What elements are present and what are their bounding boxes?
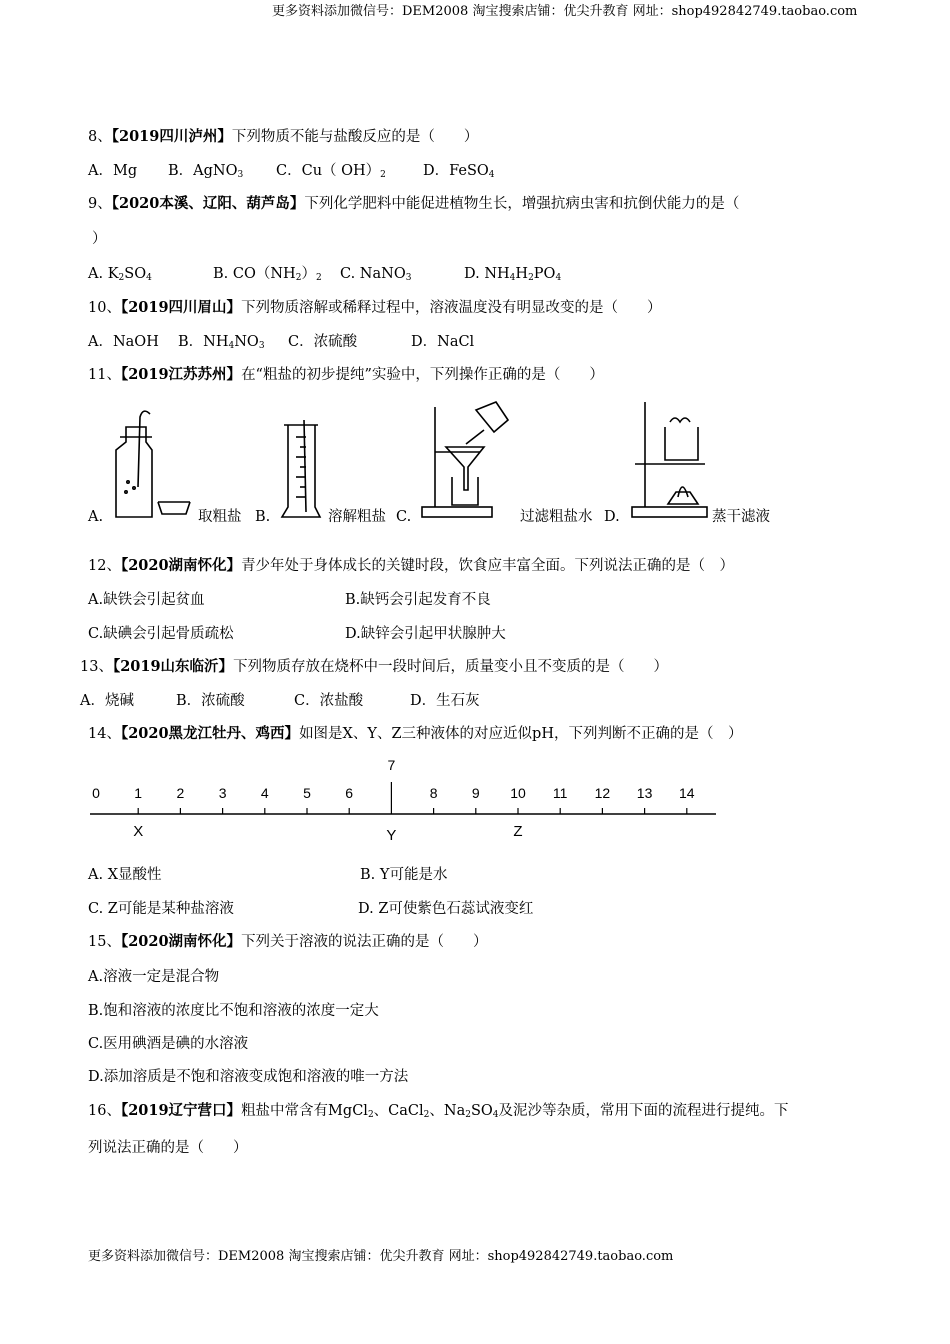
- question-14-option-c: C. Z可能是某种盐溶液: [88, 901, 234, 917]
- page-header: 更多资料添加微信号：DEM2008 淘宝搜索店铺：优尖升教育 网址：shop492842749.taobao.com: [272, 4, 858, 19]
- question-16-cont: 列说法正确的是（ ）: [88, 1140, 248, 1156]
- question-13-options: A．烧碱 B．浓硫酸 C．浓盐酸 D．生石灰: [80, 693, 480, 709]
- ph-tick-label: 12: [594, 785, 611, 801]
- question-9: 9、【2020本溪、辽阳、葫芦岛】下列化学肥料中能促进植物生长，增强抗病虫害和抗倒伏能力的是（: [88, 195, 740, 212]
- ph-marker-z: Z: [513, 823, 523, 840]
- question-15-option-c: C.医用碘酒是碘的水溶液: [88, 1036, 249, 1052]
- graduated-cylinder-figure: [282, 420, 320, 517]
- question-8-options: A．Mg B．AgNO$_3$ C．Cu（ $OH)_2$ D．FeSO$_4$: [88, 163, 495, 180]
- question-14-option-d: D. Z可使紫色石蕊试液变红: [358, 901, 534, 917]
- question-15-option-d: D.添加溶质是不饱和溶液变成饱和溶液的唯一方法: [88, 1069, 409, 1085]
- ph-tick-label: 5: [303, 785, 311, 801]
- question-16: 16、【2019辽宁营口】粗盐中常含有MgCl$_2$、CaCl$_2$、$Na_2SO_4$及泥沙等杂质，常用下面的流程进行提纯。下: [88, 1102, 789, 1120]
- ph-tick-label: 7: [387, 757, 396, 773]
- reagent-bottle-figure: [116, 411, 190, 517]
- ph-tick-label: 0: [92, 785, 100, 801]
- ph-tick-label: 14: [679, 785, 695, 801]
- question-11: 11、【2019江苏苏州】在“粗盐的初步提纯”实验中，下列操作正确的是（ ）: [88, 366, 604, 383]
- question-12-option-a: A.缺铁会引起贫血: [88, 592, 205, 608]
- ph-tick-label: 10: [510, 785, 526, 801]
- filtration-figure: [422, 402, 508, 517]
- ph-marker-x: X: [133, 823, 144, 840]
- question-14-option-b: B. Y可能是水: [360, 867, 448, 883]
- question-13: 13、【2019山东临沂】下列物质存放在烧杯中一段时间后，质量变小且不变质的是（ ）: [80, 658, 669, 675]
- question-8: 8、【2019四川泸州】下列物质不能与盐酸反应的是（ ）: [88, 128, 479, 145]
- question-14: 14、【2020黑龙江牡丹、鸡西】如图是X、Y、Z三种液体的对应近似pH，下列判断不正确的是（ ）: [88, 725, 743, 742]
- question-15-option-b: B.饱和溶液的浓度比不饱和溶液的浓度一定大: [88, 1003, 379, 1019]
- question-14-option-a: A. X显酸性: [88, 867, 162, 883]
- question-9-cont: ）: [92, 231, 107, 247]
- ph-tick-label: 6: [345, 785, 354, 801]
- ph-tick-label: 3: [218, 785, 227, 801]
- page-footer: 更多资料添加微信号：DEM2008 淘宝搜索店铺：优尖升教育 网址：shop492842749.taobao.com: [88, 1249, 674, 1264]
- question-12: 12、【2020湖南怀化】青少年处于身体成长的关键时段，饮食应丰富全面。下列说法正确的是（ ）: [88, 557, 735, 574]
- ph-tick-label: 1: [134, 785, 143, 801]
- question-11-options: A. 取粗盐 B. 溶解粗盐 C. 过滤粗盐水 D. 蒸干滤液: [88, 509, 770, 525]
- evaporation-figure: [632, 402, 707, 517]
- ph-tick-label: 4: [260, 785, 269, 801]
- ph-tick-label: 2: [176, 785, 185, 801]
- question-10: 10、【2019四川眉山】下列物质溶解或稀释过程中，溶液温度没有明显改变的是（ ）: [88, 299, 662, 316]
- question-15-option-a: A.溶液一定是混合物: [88, 969, 220, 985]
- ph-tick-label: 9: [471, 785, 480, 801]
- ph-tick-label: 11: [552, 785, 568, 801]
- question-12-option-c: C.缺碘会引起骨质疏松: [88, 626, 234, 642]
- question-15: 15、【2020湖南怀化】下列关于溶液的说法正确的是（ ）: [88, 933, 488, 950]
- ph-scale: [0, 752, 950, 852]
- question-12-option-b: B.缺钙会引起发育不良: [345, 592, 491, 608]
- question-9-options: A. $K_2SO_4$ B. $CO(NH_2)_2$ C. NaNO$_3$ D. $NH_4H_2PO_4$: [88, 266, 562, 283]
- ph-marker-y: Y: [386, 827, 397, 844]
- question-10-options: A．NaOH B．$NH_4NO_3$ C．浓硫酸 D．NaCl: [88, 334, 475, 351]
- ph-tick-label: 8: [429, 785, 438, 801]
- ph-tick-label: 13: [636, 785, 653, 801]
- question-12-option-d: D.缺锌会引起甲状腺肿大: [345, 626, 506, 642]
